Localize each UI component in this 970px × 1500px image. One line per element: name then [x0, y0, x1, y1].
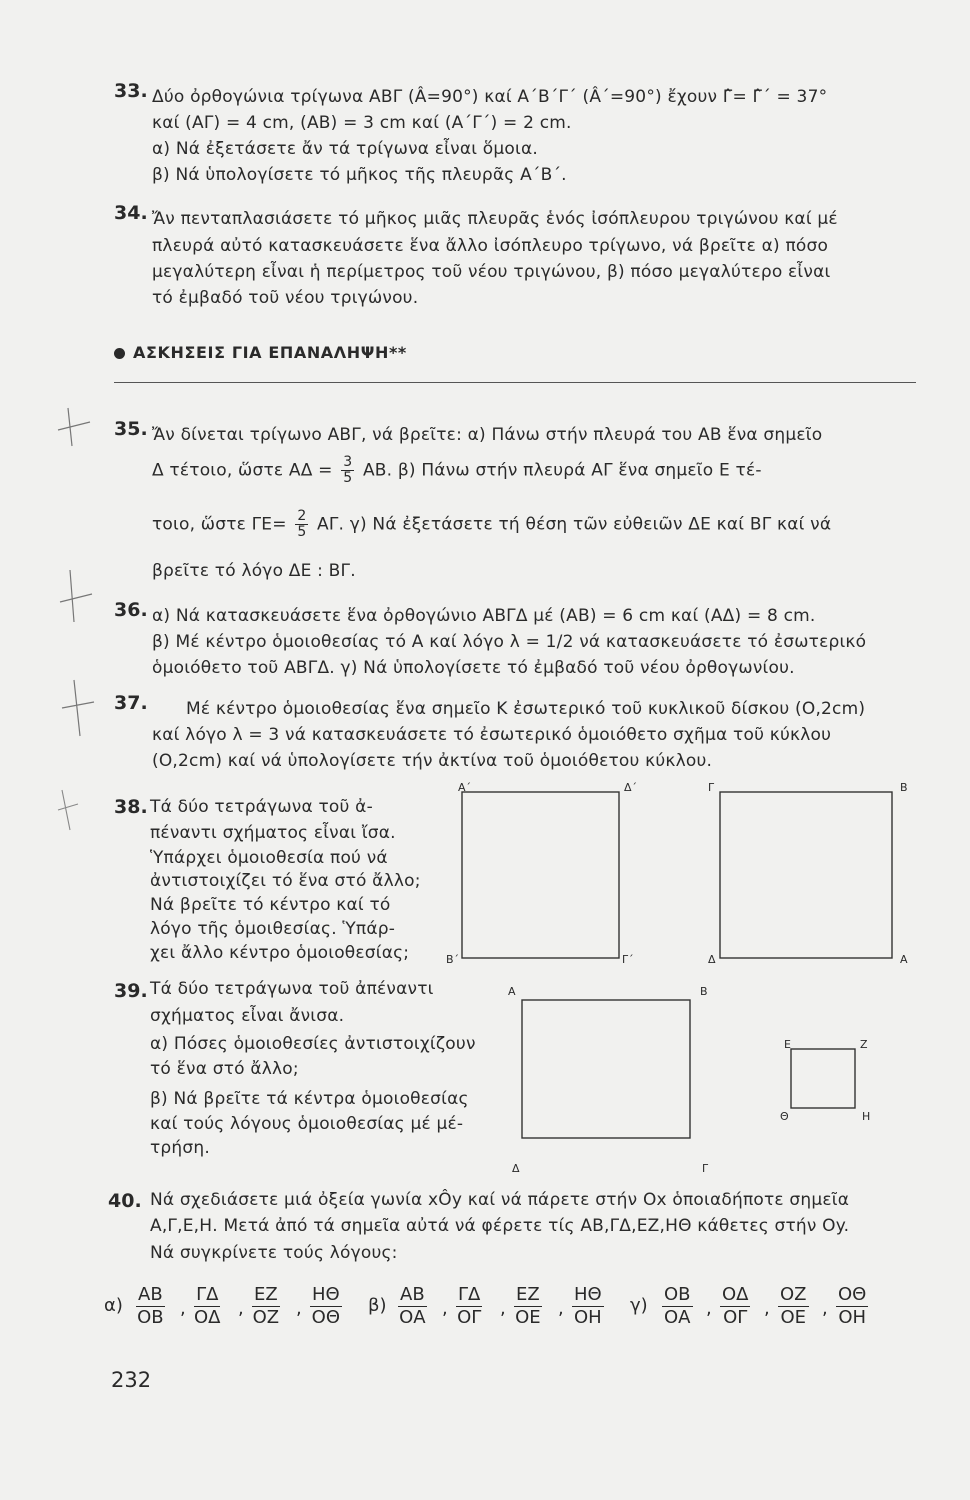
ratio-denominator: ΟΗ: [838, 1307, 867, 1328]
exercise-40-number: 40.: [108, 1190, 142, 1212]
exercise-36-number: 36.: [114, 599, 148, 621]
fraction-denominator: 5: [343, 470, 353, 486]
exercise-35-line-4: βρεῖτε τό λόγο ΔΕ : ΒΓ.: [152, 561, 356, 581]
label-D: Δ: [512, 1162, 520, 1175]
exercise-40-line-3: Νά συγκρίνετε τούς λόγους:: [150, 1243, 398, 1263]
exercise-34-line-3: μεγαλύτερη εἶναι ἡ περίμετρος τοῦ νέου τριγώνου, β) πόσο μεγαλύτερο εἶναι: [152, 262, 831, 282]
exercise-35-number: 35.: [114, 418, 148, 440]
label-H: Η: [862, 1110, 871, 1123]
page-number: 232: [111, 1368, 152, 1392]
ratio-denominator: ΟΕ: [780, 1307, 807, 1328]
fraction-3-5: [341, 455, 354, 486]
ratio-numerator: ΗΘ: [312, 1284, 340, 1305]
exercise-34-number: 34.: [114, 202, 148, 224]
exercise-34-line-4: τό ἐμβαδό τοῦ νέου τριγώνου.: [152, 288, 419, 308]
label-A: Α: [508, 985, 516, 998]
large-square-abgd: [522, 1000, 690, 1138]
exercise-39-line-3: α) Πόσες ὁμοιοθεσίες ἀντιστοιχίζουν: [150, 1034, 476, 1054]
ratio-denominator: ΟΒ: [137, 1307, 164, 1328]
exercise-39-line-4: τό ἕνα στό ἄλλο;: [150, 1059, 299, 1079]
ratio-denominator: ΟΑ: [399, 1307, 426, 1328]
ratio-numerator: ΟΘ: [838, 1284, 867, 1305]
label-A2: Α: [900, 953, 908, 966]
section-rule: [114, 382, 916, 383]
handwritten-margin-marks: [50, 390, 110, 850]
figure-39-squares: [500, 980, 880, 1170]
ratio-numerator: ΑΒ: [400, 1284, 425, 1305]
ratio-fc-2: [720, 1284, 750, 1329]
exercise-38-line-1: Τά δύο τετράγωνα τοῦ ἀ-: [150, 797, 373, 817]
square-a1-d1-g1-b1: [462, 792, 619, 958]
exercise-39-line-1: Τά δύο τετράγωνα τοῦ ἀπέναντι: [150, 979, 434, 999]
ratio-separator: ,: [238, 1298, 244, 1319]
exercise-39-line-5: β) Νά βρεῖτε τά κέντρα ὁμοιοθεσίας: [150, 1089, 469, 1109]
exercise-38-number: 38.: [114, 796, 148, 818]
ratio-numerator: ΗΘ: [574, 1284, 602, 1305]
ratio-fa-2: [194, 1284, 220, 1329]
figure-38-squares: [450, 782, 920, 972]
exercise-33-number: 33.: [114, 80, 148, 102]
exercise-35-line-2b: ΑΒ. β) Πάνω στήν πλευρά ΑΓ ἕνα σημεῖο Ε τέ-: [362, 460, 762, 481]
exercise-38-line-6: λόγο τῆς ὁμοιθεσίας. Ὑπάρ-: [150, 919, 396, 939]
exercise-33-line-1: Δύο ὀρθογώνια τρίγωνα ΑΒΓ (Â=90°) καί Α΄Β΄Γ΄ (Â΄=90°) ἔχουν Γ̂= Γ̂΄ = 37°: [152, 87, 828, 107]
exercise-38-line-2: πέναντι σχήματος εἶναι ἴσα.: [150, 823, 396, 843]
exercise-38-line-4: ἀντιστοιχίζει τό ἕνα στό ἄλλο;: [150, 871, 421, 891]
ratio-numerator: ΕΖ: [516, 1284, 540, 1305]
exercise-39-line-2: σχήματος εἶναι ἄνισα.: [150, 1006, 345, 1026]
ratio-denominator: ΟΗ: [574, 1307, 602, 1328]
exercise-40-line-2: Α,Γ,Ε,Η. Μετά ἀπό τά σημεῖα αὐτά νά φέρετε τίς ΑΒ,ΓΔ,ΕΖ,ΗΘ κάθετες στήν Οy.: [150, 1216, 850, 1236]
section-heading: ΑΣΚΗΣΕΙΣ ΓΙΑ ΕΠΑΝΑΛΗΨΗ**: [133, 343, 407, 362]
ratio-group-b-label: β): [368, 1295, 387, 1316]
exercise-33-line-2: καί (ΑΓ) = 4 cm, (ΑΒ) = 3 cm καί (Α΄Γ΄) = 2 cm.: [152, 113, 572, 133]
ratio-numerator: ΟΖ: [780, 1284, 807, 1305]
label-G: Γ: [702, 1162, 709, 1175]
ratio-fa-4: [310, 1284, 342, 1329]
exercise-35-line-3b: ΑΓ. γ) Νά ἐξετάσετε τή θέση τῶν εὐθειῶν ΔΕ καί ΒΓ καί νά: [317, 514, 832, 535]
small-square-ezhth: [791, 1049, 855, 1108]
ratio-denominator: ΟΑ: [664, 1307, 691, 1328]
ratio-separator: ,: [442, 1298, 448, 1319]
label-D1: Δ΄: [624, 781, 638, 794]
exercise-35-line-3: [152, 509, 831, 540]
exercise-38-line-3: Ὑπάρχει ὁμοιοθεσία πού νά: [150, 848, 388, 868]
ratio-separator: ,: [558, 1298, 564, 1319]
exercise-34-line-2: πλευρά αὐτό κατασκευάσετε ἕνα ἄλλο ἰσόπλευρο τρίγωνο, νά βρεῖτε α) πόσο: [152, 236, 829, 256]
ratio-numerator: ΓΔ: [194, 1284, 220, 1307]
ratio-fc-4: [836, 1284, 868, 1329]
exercise-37-line-1: Μέ κέντρο ὁμοιοθεσίας ἕνα σημεῖο Κ ἐσωτερικό τοῦ κυκλικοῦ δίσκου (Ο,2cm): [186, 699, 866, 719]
ratio-separator: ,: [296, 1298, 302, 1319]
exercise-37-line-2: καί λόγο λ = 3 νά κατασκευάσετε τό ἐσωτερικό ὁμοιόθετο σχῆμα τοῦ κύκλου: [152, 725, 832, 745]
ratio-denominator: ΟΖ: [252, 1307, 280, 1328]
ratio-numerator: ΟΒ: [664, 1284, 691, 1305]
exercise-36-line-1: α) Νά κατασκευάσετε ἕνα ὀρθογώνιο ΑΒΓΔ μέ (ΑΒ) = 6 cm καί (ΑΔ) = 8 cm.: [152, 606, 816, 626]
exercise-38-line-7: χει ἄλλο κέντρο ὁμοιοθεσίας;: [150, 943, 410, 963]
exercise-37-line-3: (Ο,2cm) καί νά ὑπολογίσετε τήν ἀκτίνα τοῦ ὁμοιόθετου κύκλου.: [152, 751, 713, 771]
ratio-group-c-label: γ): [630, 1295, 648, 1316]
ratio-fa-3: [252, 1284, 280, 1329]
ratio-numerator: ΕΖ: [254, 1284, 278, 1305]
label-B1: Β΄: [446, 953, 460, 966]
ratio-separator: ,: [706, 1298, 712, 1319]
ratio-separator: ,: [764, 1298, 770, 1319]
ratio-denominator: ΟΘ: [311, 1307, 341, 1328]
ratio-fc-3: [778, 1284, 809, 1329]
label-B2: Β: [900, 781, 908, 794]
ratio-separator: ,: [822, 1298, 828, 1319]
exercise-38-line-5: Νά βρεῖτε τό κέντρο καί τό: [150, 895, 391, 915]
ratio-separator: ,: [180, 1298, 186, 1319]
label-Th: Θ: [780, 1110, 789, 1123]
exercise-36-line-2: β) Μέ κέντρο ὁμοιοθεσίας τό Α καί λόγο λ = 1/2 νά κατασκευάσετε τό ἐσωτερικό: [152, 632, 867, 652]
bullet-icon: [114, 348, 125, 359]
ratio-fb-4: [572, 1284, 604, 1329]
exercise-33-line-3: α) Νά ἐξετάσετε ἄν τά τρίγωνα εἶναι ὅμοια.: [152, 139, 538, 159]
exercise-35-line-3a: τοιο, ὥστε ΓΕ=: [152, 514, 287, 535]
label-G1: Γ΄: [622, 953, 634, 966]
ratio-numerator: ΓΔ: [458, 1284, 481, 1305]
fraction-denominator: 5: [297, 524, 307, 540]
exercise-35-line-1: Ἄν δίνεται τρίγωνο ΑΒΓ, νά βρεῖτε: α) Πάνω στήν πλευρά του ΑΒ ἕνα σημεῖο: [152, 425, 823, 445]
fraction-numerator: 3: [343, 454, 353, 470]
ratio-fb-2: [456, 1284, 482, 1329]
ratio-separator: ,: [500, 1298, 506, 1319]
exercise-35-line-2: [152, 455, 762, 486]
ratio-denominator: ΟΔ: [194, 1307, 221, 1328]
square-g-b-a-d: [720, 792, 892, 958]
exercise-34-line-1: Ἄν πενταπλασιάσετε τό μῆκος μιᾶς πλευρᾶς ἑνός ἰσόπλευρου τριγώνου καί μέ: [152, 209, 838, 229]
ratio-fb-3: [514, 1284, 542, 1329]
label-D2: Δ: [708, 953, 716, 966]
exercise-39-number: 39.: [114, 980, 148, 1002]
label-A1: Α΄: [458, 781, 472, 794]
label-G2: Γ: [708, 781, 715, 794]
exercise-40-line-1: Νά σχεδιάσετε μιά ὀξεία γωνία xÔy καί νά πάρετε στήν Οx ὁποιαδήποτε σημεῖα: [150, 1190, 850, 1210]
label-Z: Ζ: [860, 1038, 868, 1051]
ratio-group-a-label: α): [104, 1295, 123, 1316]
bleed-through-mark: [114, 1392, 142, 1404]
label-E: Ε: [784, 1038, 791, 1051]
fraction-2-5: [295, 509, 308, 540]
ratio-numerator: ΑΒ: [138, 1284, 163, 1305]
ratio-fa-1: [136, 1284, 165, 1329]
exercise-39-line-6: καί τούς λόγους ὁμοιοθεσίας μέ μέ-: [150, 1114, 464, 1134]
ratio-denominator: ΟΕ: [515, 1307, 541, 1328]
ratio-fb-1: [398, 1284, 427, 1329]
fraction-numerator: 2: [297, 508, 307, 524]
exercise-37-number: 37.: [114, 692, 148, 714]
exercise-36-line-3: ὁμοιόθετο τοῦ ΑΒΓΔ. γ) Νά ὑπολογίσετε τό ἐμβαδό τοῦ νέου ὀρθογωνίου.: [152, 658, 795, 678]
exercise-33-line-4: β) Νά ὑπολογίσετε τό μῆκος τῆς πλευρᾶς Α΄Β΄.: [152, 165, 567, 185]
ratio-numerator: ΟΔ: [722, 1284, 749, 1305]
exercise-39-line-7: τρήση.: [150, 1138, 210, 1158]
ratio-denominator: ΟΓ: [457, 1307, 482, 1328]
label-B: Β: [700, 985, 708, 998]
ratio-denominator: ΟΓ: [723, 1307, 748, 1328]
exercise-35-line-2a: Δ τέτοιο, ὥστε ΑΔ =: [152, 460, 333, 481]
ratio-fc-1: [662, 1284, 693, 1329]
